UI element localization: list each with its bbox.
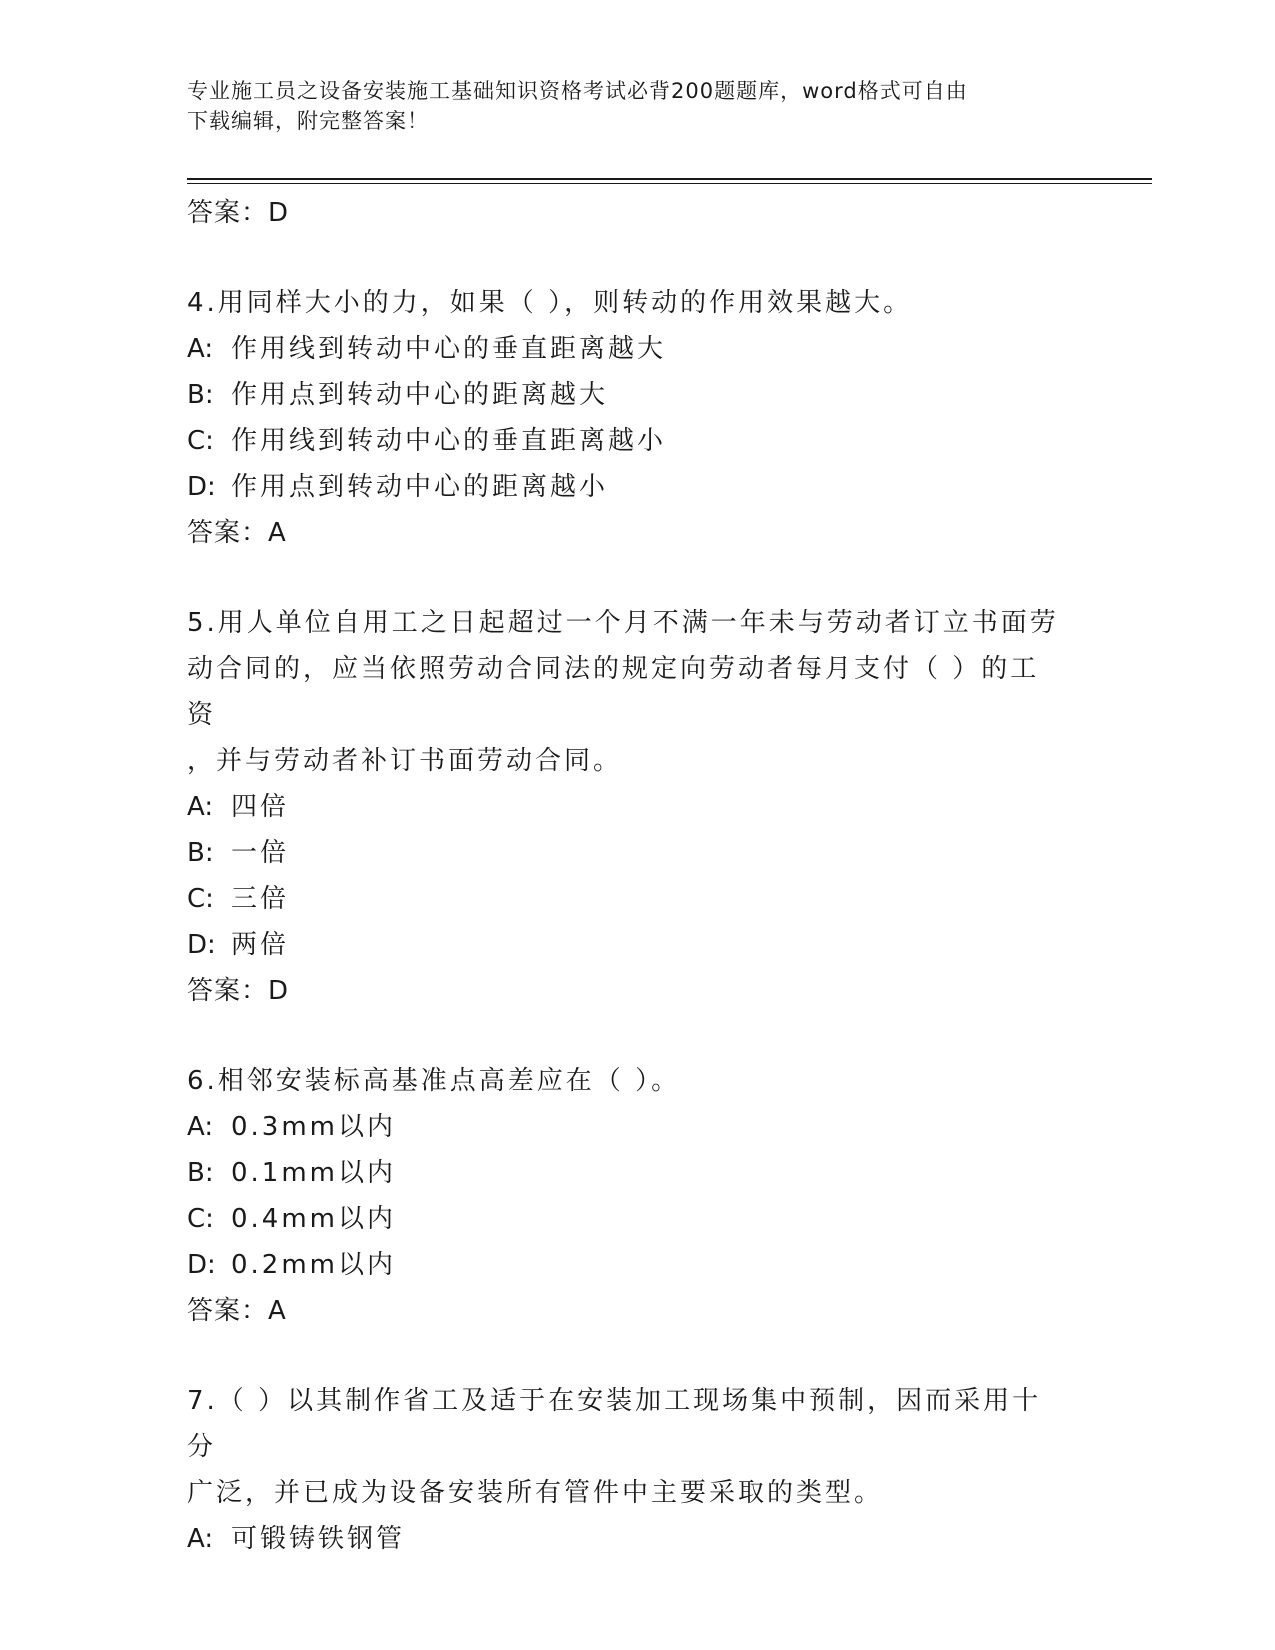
question-4 (187, 280, 1067, 510)
option-key: A: (187, 1524, 214, 1554)
question-6-option-d (187, 1242, 1067, 1288)
option-text: 可锻铸铁钢管 (231, 1524, 406, 1554)
option-text: 0.3mm以内 (231, 1112, 397, 1142)
document-body (187, 190, 1067, 1562)
option-text: 作用点到转动中心的距离越大 (231, 380, 609, 410)
option-key: C: (187, 426, 214, 456)
header-line-2: 下载编辑，附完整答案！ (187, 109, 429, 133)
spacer (187, 1334, 1067, 1378)
option-key: A: (187, 1112, 214, 1142)
question-5-option-d (187, 922, 1067, 968)
question-7 (187, 1378, 1067, 1562)
question-5-option-b (187, 830, 1067, 876)
question-6-text: 6.相邻安装标高基准点高差应在（ ）。 (187, 1066, 681, 1096)
option-key: A: (187, 792, 214, 822)
question-4-option-c (187, 418, 1067, 464)
header-divider-thick (187, 178, 1152, 180)
question-5-option-c (187, 876, 1067, 922)
question-5-text-line-2: 动合同的，应当依照劳动合同法的规定向劳动者每月支付（ ）的工资 (187, 654, 1040, 730)
option-text: 作用点到转动中心的距离越小 (231, 472, 609, 502)
question-6-option-c (187, 1196, 1067, 1242)
question-5-option-a (187, 784, 1067, 830)
option-text: 作用线到转动中心的垂直距离越小 (231, 426, 667, 456)
option-text: 四倍 (231, 792, 290, 822)
question-4-option-b (187, 372, 1067, 418)
option-key: B: (187, 380, 214, 410)
option-text: 一倍 (231, 838, 290, 868)
answer-q3: 答案：D (187, 198, 290, 228)
option-text: 两倍 (231, 930, 290, 960)
option-text: 0.2mm以内 (231, 1250, 397, 1280)
answer-q6: 答案：A (187, 1296, 287, 1326)
question-5-text-line-3: ，并与劳动者补订书面劳动合同。 (187, 746, 623, 776)
spacer (187, 1014, 1067, 1058)
question-4-option-a (187, 326, 1067, 372)
question-7-option-a (187, 1516, 1067, 1562)
question-5-text-line-1: 5.用人单位自用工之日起超过一个月不满一年未与劳动者订立书面劳 (187, 608, 1059, 638)
answer-q4: 答案：A (187, 518, 287, 548)
option-key: D: (187, 472, 216, 502)
option-text: 0.4mm以内 (231, 1204, 397, 1234)
header-line-1: 专业施工员之设备安装施工基础知识资格考试必背200题题库，word格式可自由 (187, 79, 968, 103)
document-header (187, 76, 1067, 136)
option-key: C: (187, 1204, 214, 1234)
option-key: B: (187, 1158, 214, 1188)
question-7-text-line-2: 广泛，并已成为设备安装所有管件中主要采取的类型。 (187, 1478, 884, 1508)
option-text: 0.1mm以内 (231, 1158, 397, 1188)
question-4-text: 4.用同样大小的力，如果（ ），则转动的作用效果越大。 (187, 288, 913, 318)
question-6-option-a (187, 1104, 1067, 1150)
option-text: 作用线到转动中心的垂直距离越大 (231, 334, 667, 364)
option-key: B: (187, 838, 214, 868)
question-6 (187, 1058, 1067, 1288)
spacer (187, 236, 1067, 280)
option-key: D: (187, 930, 216, 960)
option-key: D: (187, 1250, 216, 1280)
option-key: A: (187, 334, 214, 364)
answer-q5: 答案：D (187, 976, 290, 1006)
question-5 (187, 600, 1067, 968)
option-key: C: (187, 884, 214, 914)
question-6-option-b (187, 1150, 1067, 1196)
question-7-text-line-1: 7.（ ）以其制作省工及适于在安装加工现场集中预制，因而采用十分 (187, 1386, 1042, 1462)
question-4-option-d (187, 464, 1067, 510)
option-text: 三倍 (231, 884, 290, 914)
spacer (187, 556, 1067, 600)
header-divider-thin (187, 183, 1152, 184)
